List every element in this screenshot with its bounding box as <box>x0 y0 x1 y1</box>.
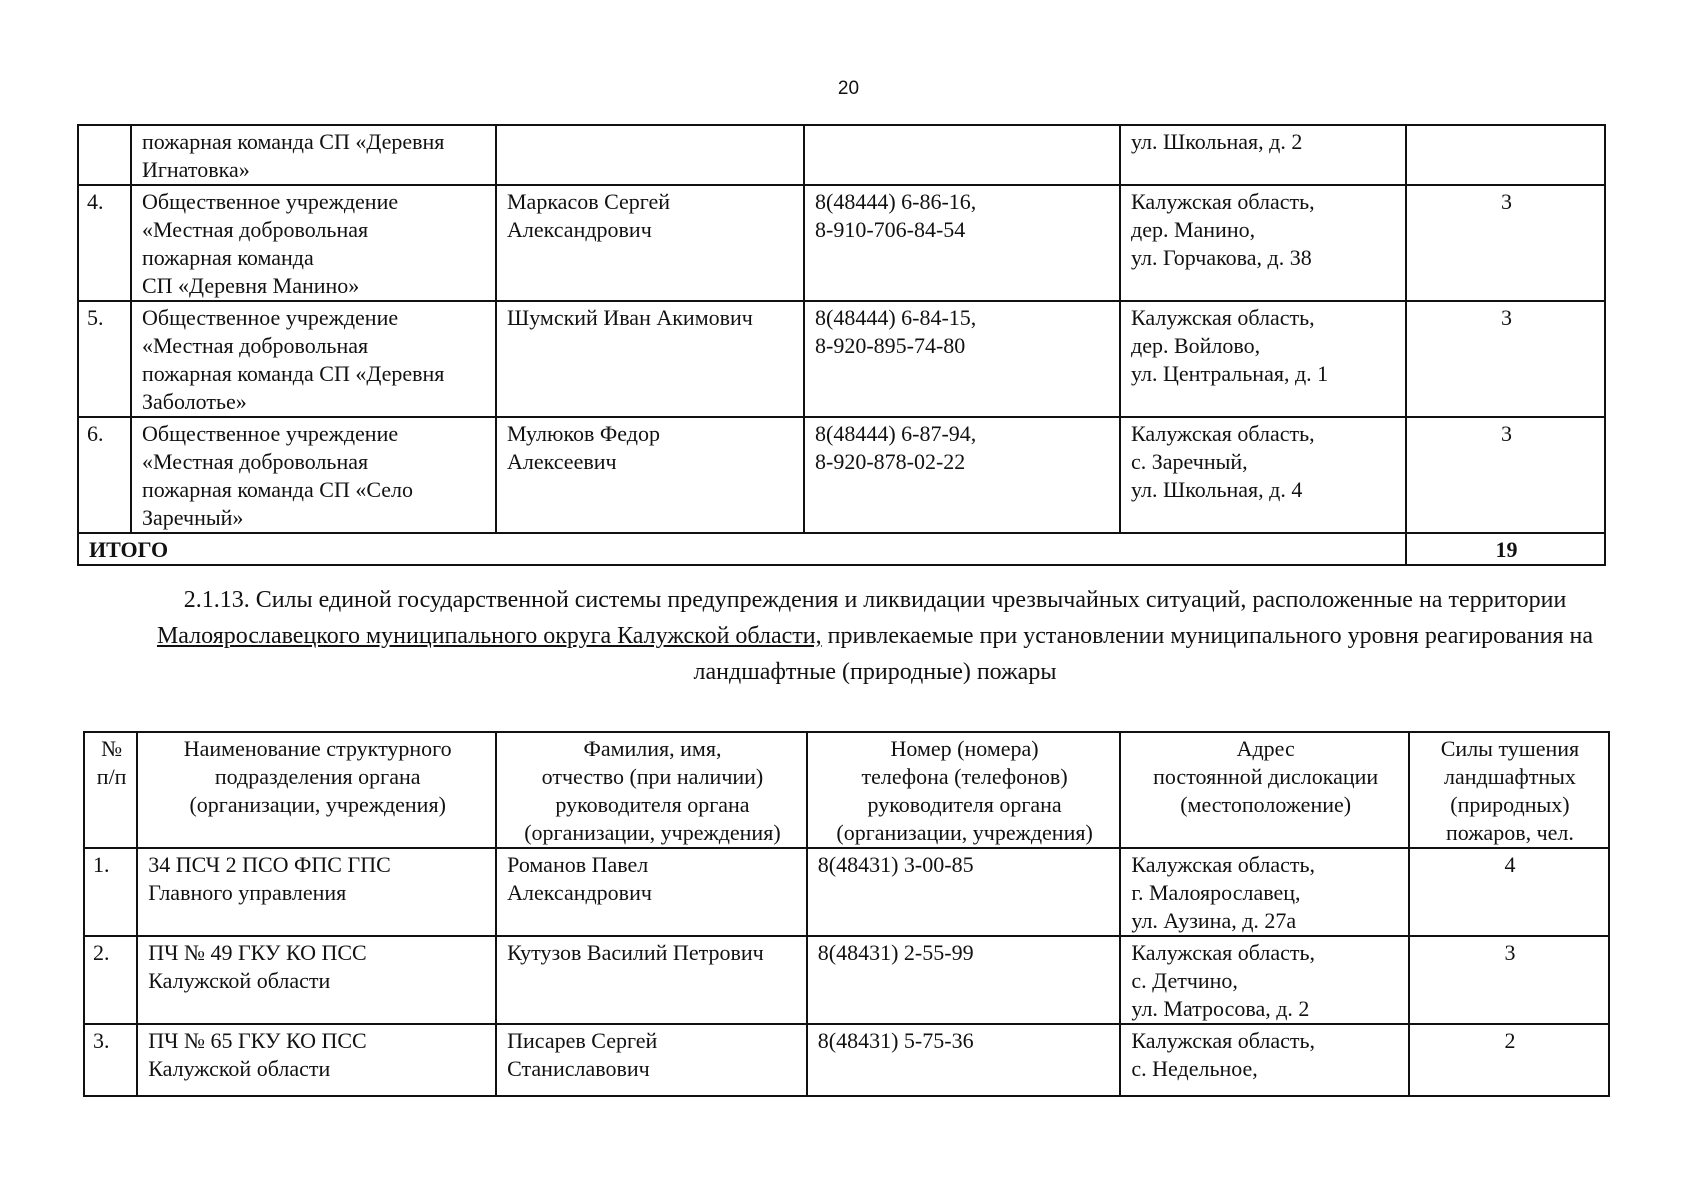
table-row <box>78 125 1605 185</box>
cell-phone <box>804 301 1120 417</box>
cell-phone <box>804 185 1120 301</box>
cell-line: Шумский Иван Акимович <box>507 305 753 330</box>
page-number: 20 <box>837 78 860 99</box>
cell-line: Александрович <box>507 880 652 905</box>
cell-line: Станиславович <box>507 1056 650 1081</box>
table-row <box>84 1024 1609 1096</box>
cell-address <box>1120 301 1406 417</box>
cell-line: с. Недельное, <box>1131 1056 1258 1081</box>
emergency-forces-table <box>83 731 1610 1097</box>
cell-address <box>1120 1024 1409 1096</box>
cell-line: Калужской области <box>148 1056 331 1081</box>
cell-head <box>496 848 807 936</box>
cell-line: ПЧ № 65 ГКУ КО ПСС <box>148 1028 367 1053</box>
cell-line: ул. Центральная, д. 1 <box>1131 361 1329 386</box>
cell-line: Калужская область, <box>1131 852 1316 877</box>
cell-name <box>131 417 496 533</box>
cell-phone <box>804 125 1120 185</box>
cell-line: ул. Школьная, д. 2 <box>1131 129 1303 154</box>
cell-line: с. Детчино, <box>1131 968 1238 993</box>
cell-line: ул. Матросова, д. 2 <box>1131 996 1310 1021</box>
cell-name <box>137 936 496 1024</box>
cell-line: пожарная команда СП «Деревня <box>142 361 445 386</box>
cell-line: Калужская область, <box>1131 1028 1316 1053</box>
cell-address <box>1120 417 1406 533</box>
cell-forces: 3 <box>1406 417 1605 533</box>
cell-line: телефона (телефонов) <box>861 764 1068 789</box>
cell-head <box>496 301 804 417</box>
cell-line: Фамилия, имя, <box>583 736 722 761</box>
header-forces <box>1409 732 1609 848</box>
cell-num <box>78 125 131 185</box>
cell-line: Главного управления <box>148 880 347 905</box>
cell-line: 8(48431) 3-00-85 <box>817 852 974 877</box>
cell-line: 34 ПСЧ 2 ПСО ФПС ГПС <box>148 852 391 877</box>
cell-line: (природных) <box>1450 792 1570 817</box>
total-value: 19 <box>1406 533 1605 565</box>
section-title <box>140 582 1610 690</box>
section-title-suffix: привлекаемые при установлении муниципального уровня реагирования на ландшафтные (природные) пожары <box>693 623 1594 685</box>
cell-line: Мулюков Федор <box>507 421 660 446</box>
cell-num: 4. <box>78 185 131 301</box>
table-header-row <box>84 732 1609 848</box>
cell-line: СП «Деревня Манино» <box>142 273 360 298</box>
cell-line: 8(48444) 6-86-16, <box>815 189 977 214</box>
cell-line: ул. Школьная, д. 4 <box>1131 477 1303 502</box>
header-phone <box>807 732 1121 848</box>
cell-line: Силы тушения <box>1440 736 1580 761</box>
cell-phone <box>807 936 1121 1024</box>
cell-line: Номер (номера) <box>890 736 1039 761</box>
section-title-prefix: 2.1.13. Силы единой государственной системы предупреждения и ликвидации чрезвычайных ситуаций, расположенные на территории <box>183 587 1567 613</box>
cell-line: Заболотье» <box>142 389 247 414</box>
cell-name <box>131 185 496 301</box>
cell-line: 8-920-895-74-80 <box>815 333 966 358</box>
header-address <box>1120 732 1409 848</box>
table-row <box>78 417 1605 533</box>
cell-head <box>496 936 807 1024</box>
cell-line: с. Заречный, <box>1131 449 1248 474</box>
header-head <box>496 732 807 848</box>
cell-line: Наименование структурного <box>183 736 452 761</box>
cell-phone <box>807 848 1121 936</box>
cell-head <box>496 125 804 185</box>
cell-line: 8(48431) 2-55-99 <box>817 940 974 965</box>
cell-line: ул. Аузина, д. 27а <box>1131 908 1297 933</box>
cell-line: (организации, учреждения) <box>836 820 1093 845</box>
cell-line: Калужская область, <box>1131 189 1315 214</box>
cell-forces: 4 <box>1409 848 1609 936</box>
cell-line: руководителя органа <box>555 792 750 817</box>
cell-line: Писарев Сергей <box>507 1028 658 1053</box>
cell-line: пожарная команда <box>142 245 314 270</box>
cell-forces: 3 <box>1406 301 1605 417</box>
cell-line: Калужская область, <box>1131 940 1316 965</box>
cell-num: 2. <box>84 936 137 1024</box>
cell-forces: 3 <box>1409 936 1609 1024</box>
cell-phone <box>807 1024 1121 1096</box>
cell-line: (организации, учреждения) <box>189 792 446 817</box>
cell-line: руководителя органа <box>867 792 1062 817</box>
cell-phone <box>804 417 1120 533</box>
cell-num: 1. <box>84 848 137 936</box>
cell-line: «Местная добровольная <box>142 333 369 358</box>
table-row <box>78 185 1605 301</box>
cell-line: отчество (при наличии) <box>541 764 764 789</box>
cell-line: Алексеевич <box>507 449 617 474</box>
cell-name <box>131 125 496 185</box>
cell-name <box>131 301 496 417</box>
cell-line: 8-910-706-84-54 <box>815 217 966 242</box>
cell-line: «Местная добровольная <box>142 217 369 242</box>
cell-line: Александрович <box>507 217 652 242</box>
cell-line: Калужская область, <box>1131 421 1315 446</box>
cell-line: Калужская область, <box>1131 305 1315 330</box>
cell-line: 8(48444) 6-87-94, <box>815 421 977 446</box>
cell-line: подразделения органа <box>214 764 421 789</box>
cell-line: пожарная команда СП «Село <box>142 477 414 502</box>
cell-line: Игнатовка» <box>142 157 250 182</box>
cell-line: Калужской области <box>148 968 331 993</box>
cell-line: 8(48431) 5-75-36 <box>817 1028 974 1053</box>
cell-forces: 2 <box>1409 1024 1609 1096</box>
total-row <box>78 533 1605 565</box>
cell-line: дер. Манино, <box>1131 217 1256 242</box>
cell-forces <box>1406 125 1605 185</box>
cell-line: Романов Павел <box>507 852 649 877</box>
fire-brigades-table-continued <box>77 124 1606 566</box>
header-name <box>137 732 496 848</box>
cell-line: 8(48444) 6-84-15, <box>815 305 977 330</box>
cell-line: Адрес <box>1236 736 1295 761</box>
cell-num: 5. <box>78 301 131 417</box>
cell-line: № <box>101 736 123 761</box>
cell-address <box>1120 936 1409 1024</box>
cell-line: пожарная команда СП «Деревня <box>142 129 445 154</box>
cell-line: (организации, учреждения) <box>524 820 781 845</box>
cell-line: Кутузов Василий Петрович <box>507 940 764 965</box>
cell-line: г. Малоярославец, <box>1131 880 1301 905</box>
cell-line: постоянной дислокации <box>1153 764 1379 789</box>
total-label: ИТОГО <box>78 533 1406 565</box>
cell-line: Заречный» <box>142 505 244 530</box>
section-title-underlined: Малоярославецкого муниципального округа Калужской области, <box>156 623 822 649</box>
cell-line: пожаров, чел. <box>1446 820 1574 845</box>
cell-num: 6. <box>78 417 131 533</box>
cell-forces: 3 <box>1406 185 1605 301</box>
cell-line: ландшафтных <box>1444 764 1576 789</box>
cell-line: Общественное учреждение <box>142 421 399 446</box>
cell-line: Общественное учреждение <box>142 305 399 330</box>
cell-line: дер. Войлово, <box>1131 333 1261 358</box>
cell-num: 3. <box>84 1024 137 1096</box>
cell-address <box>1120 185 1406 301</box>
cell-line: ПЧ № 49 ГКУ КО ПСС <box>148 940 367 965</box>
table-row <box>78 301 1605 417</box>
cell-name <box>137 848 496 936</box>
cell-line: Маркасов Сергей <box>507 189 671 214</box>
cell-line: 8-920-878-02-22 <box>815 449 966 474</box>
cell-line: (местоположение) <box>1180 792 1352 817</box>
table-row <box>84 936 1609 1024</box>
cell-line: Общественное учреждение <box>142 189 399 214</box>
cell-line: ул. Горчакова, д. 38 <box>1131 245 1312 270</box>
cell-line: п/п <box>96 764 127 789</box>
cell-head <box>496 1024 807 1096</box>
cell-address <box>1120 125 1406 185</box>
table-row <box>84 848 1609 936</box>
cell-head <box>496 185 804 301</box>
cell-line: «Местная добровольная <box>142 449 369 474</box>
header-num <box>84 732 137 848</box>
cell-address <box>1120 848 1409 936</box>
cell-head <box>496 417 804 533</box>
cell-name <box>137 1024 496 1096</box>
